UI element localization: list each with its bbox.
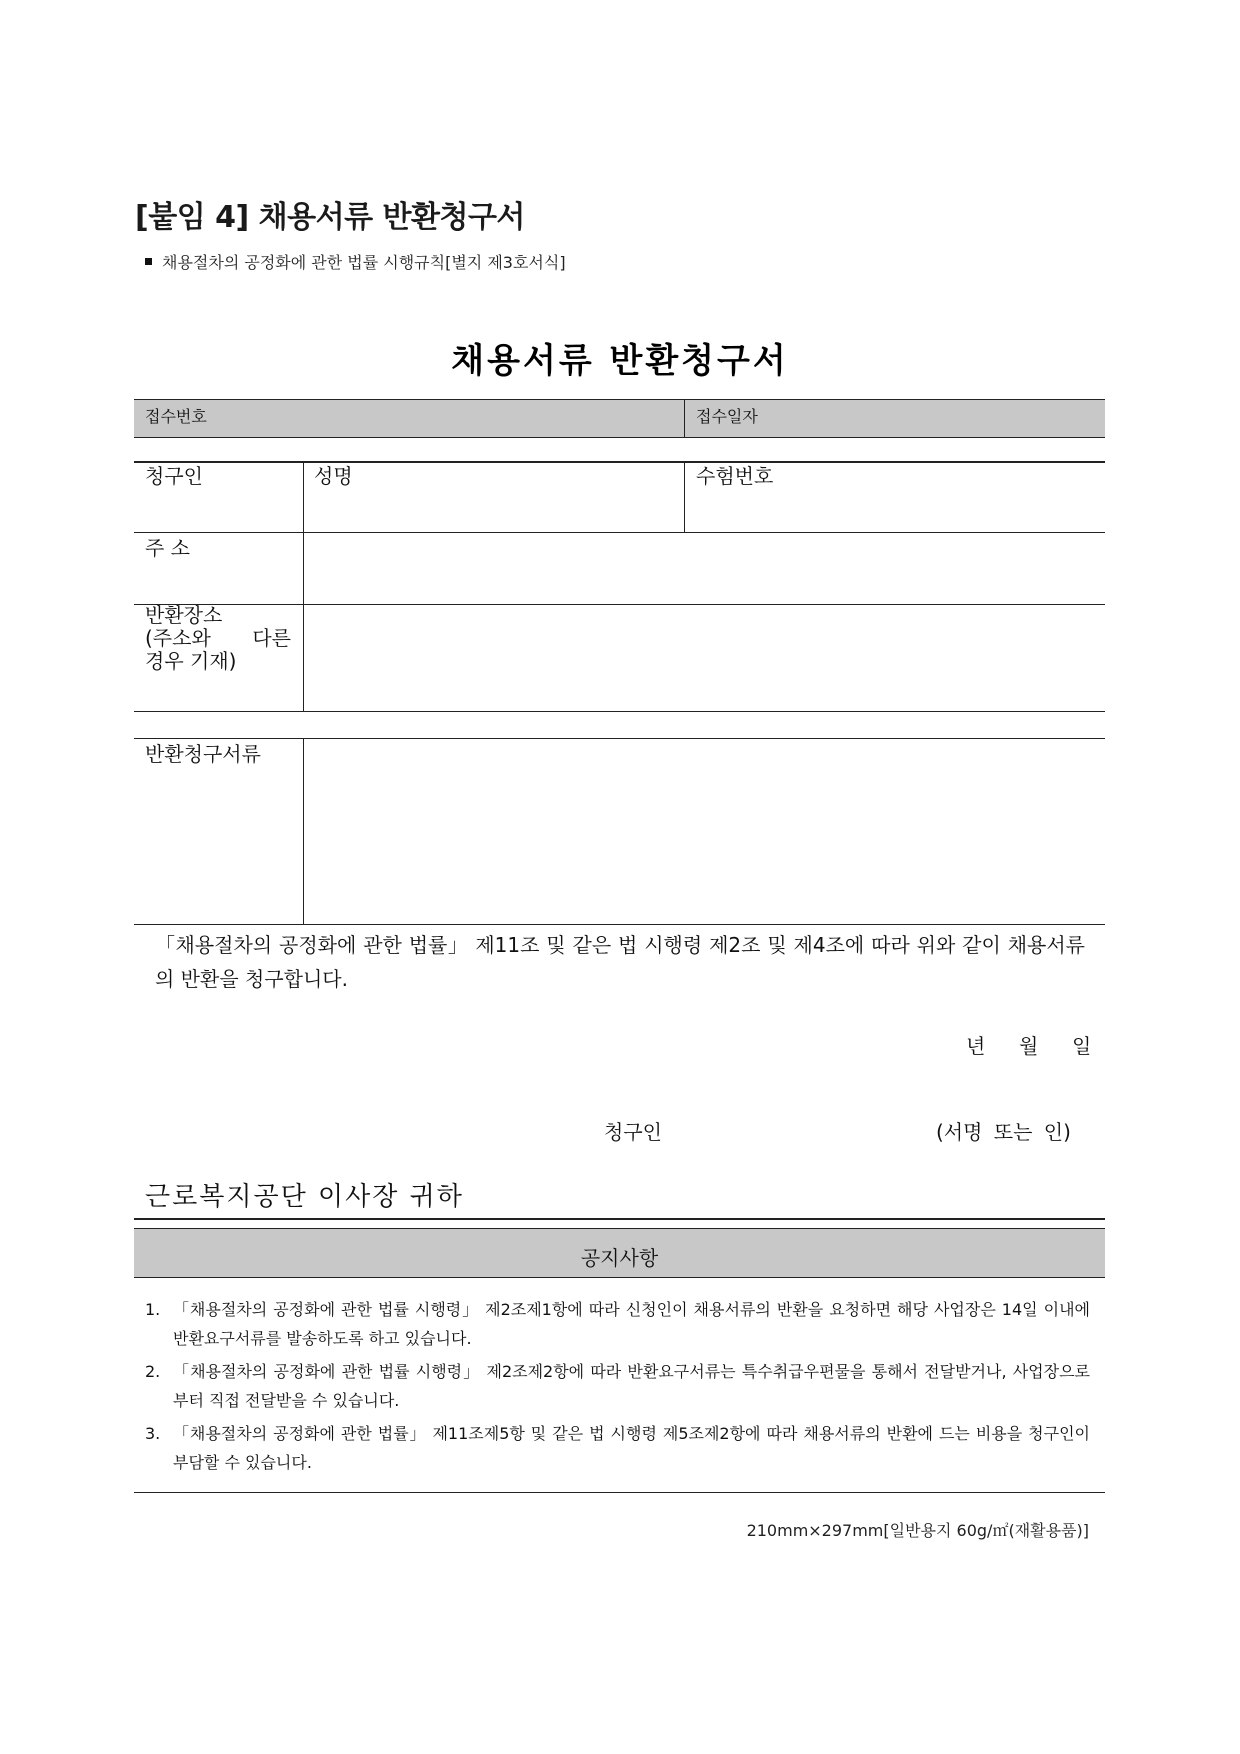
receipt-date-label: 접수일자 [696, 407, 758, 426]
notice-item-text: 「채용절차의 공정화에 관한 법률 시행령」 제2조제2항에 따라 반환요구서류는 특수취급우편물을 통해서 전달받거나, 사업장으로부터 직접 전달받을 수 있습니다. [173, 1362, 1090, 1410]
address-label: 주 소 [145, 536, 190, 560]
signer-label: 청구인 [604, 1120, 662, 1144]
notice-item-number: 1. [145, 1300, 161, 1319]
notice-item [145, 1295, 1090, 1353]
address-field[interactable] [304, 533, 1104, 603]
month-label: 월 [1019, 1034, 1039, 1058]
return-place-label [145, 604, 295, 673]
return-place-label-line1: 반환장소 [145, 603, 223, 627]
return-place-label-line3: 경우 기재) [145, 649, 237, 673]
notice-title: 공지사항 [580, 1246, 659, 1270]
paper-size-note: 210mm×297mm[일반용지 60g/㎡(재활용품)] [746, 1521, 1089, 1540]
notice-item [145, 1419, 1090, 1477]
notice-item-text: 「채용절차의 공정화에 관한 법률 시행령」 제2조제1항에 따라 신청인이 채용서류의 반환을 요청하면 해당 사업장은 14일 이내에 반환요구서류를 발송하도록 하고 있습니다. [173, 1300, 1090, 1348]
page-heading: [붙임 4] 채용서류 반환청구서 [135, 200, 525, 235]
notice-item-text: 「채용절차의 공정화에 관한 법률」 제11조제5항 및 같은 법 시행령 제5조제2항에 따라 채용서류의 반환에 드는 비용을 청구인이 부담할 수 있습니다. [173, 1424, 1090, 1472]
receipt-row [134, 399, 1105, 437]
form-reference-text: 채용절차의 공정화에 관한 법률 시행규칙[별지 제3호서식] [162, 253, 566, 272]
exam-number-field[interactable]: 수험번호 [696, 464, 774, 488]
square-bullet-icon [145, 258, 152, 265]
form-title: 채용서류 반환청구서 [451, 341, 789, 381]
name-field[interactable]: 성명 [314, 464, 353, 488]
documents-label: 반환청구서류 [145, 742, 261, 766]
notice-item-number: 2. [145, 1362, 161, 1381]
applicant-label: 청구인 [145, 464, 203, 488]
day-label: 일 [1072, 1034, 1092, 1058]
return-place-label-line2: (주소와 다른 [145, 626, 291, 650]
receipt-number-label: 접수번호 [145, 407, 207, 426]
documents-field[interactable] [304, 739, 1104, 923]
signature-field[interactable]: (서명 또는 인) [936, 1120, 1071, 1144]
return-place-field[interactable] [304, 605, 1104, 710]
notice-item [145, 1357, 1090, 1415]
form-reference [145, 250, 566, 273]
pledge-text: 「채용절차의 공정화에 관한 법률」 제11조 및 같은 법 시행령 제2조 및 제4조에 따라 위와 같이 채용서류의 반환을 청구합니다. [155, 933, 1085, 991]
year-label: 년 [966, 1034, 986, 1058]
notice-item-number: 3. [145, 1424, 161, 1443]
addressee: 근로복지공단 이사장 귀하 [145, 1182, 464, 1212]
